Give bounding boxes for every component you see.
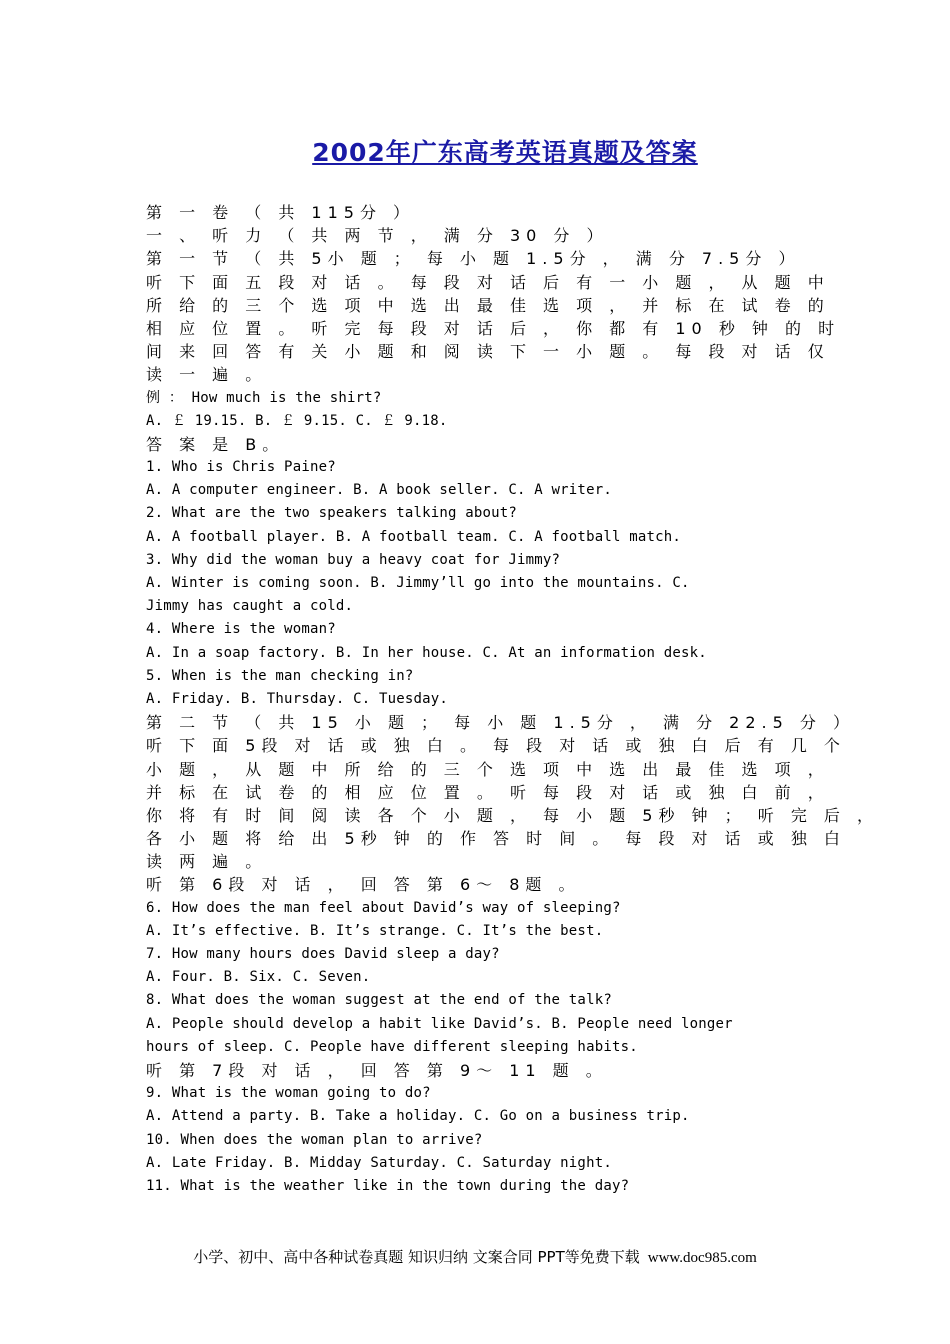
text-line: A. A football player. B. A football team. C. A football match. (146, 528, 681, 545)
text-line: 4. Where is the woman? (146, 621, 336, 638)
footer-url[interactable]: www.doc985.com (647, 1250, 757, 1266)
text-line: 2. What are the two speakers talking about? (146, 505, 518, 522)
text-line: A. Attend a party. B. Take a holiday. C. Go on a business trip. (146, 1108, 690, 1125)
text-line: 9. What is the woman going to do? (146, 1085, 431, 1102)
text-line: 并 标 在 试 卷 的 相 应 位 置 。 听 每 段 对 话 或 独 白 前 ， (146, 782, 830, 802)
text-line: hours of sleep. C. People have different sleeping habits. (146, 1038, 638, 1055)
page-footer (0, 1246, 950, 1267)
text-line: A. Winter is coming soon. B. Jimmy’ll go into the mountains. C. (146, 575, 690, 591)
text-line: 第 一 卷 （ 共 115分 ） (146, 203, 416, 222)
document-body (146, 201, 879, 1198)
text-line: 各 小 题 将 给 出 5秒 钟 的 作 答 时 间 。 每 段 对 话 或 独 白 (146, 829, 846, 849)
text-line: 3. Why did the woman buy a heavy coat for Jimmy? (146, 551, 561, 568)
text-line: 你 将 有 时 间 阅 读 各 个 小 题 ， 每 小 题 5秒 钟 ； 听 完 后 ， (146, 805, 879, 825)
text-line: 小 题 ， 从 题 中 所 给 的 三 个 选 项 中 选 出 最 佳 选 项 ， (146, 759, 830, 779)
text-line: 第 一 节 （ 共 5小 题 ； 每 小 题 1.5分 ， 满 分 7.5分 ） (146, 249, 801, 269)
text-line: A. Friday. B. Thursday. C. Tuesday. (146, 690, 449, 707)
text-line: 1. Who is Chris Paine? (146, 459, 336, 476)
text-line: 5. When is the man checking in? (146, 667, 414, 684)
text-line: 第 二 节 （ 共 15 小 题 ； 每 小 题 1.5分 ， 满 分 22.5 分 ） (146, 713, 855, 733)
footer-text: 小学、初中、高中各种试卷真题 知识归纳 文案合同 PPT等免费下载 (193, 1248, 640, 1266)
text-line: 间 来 回 答 有 关 小 题 和 阅 读 下 一 小 题 。 每 段 对 话 仅 (146, 342, 830, 362)
text-line: 10. When does the woman plan to arrive? (146, 1131, 483, 1148)
text-line: 11. What is the weather like in the town during the day? (146, 1177, 630, 1194)
text-line: Jimmy has caught a cold. (146, 598, 354, 615)
text-line: 答 案 是 B。 (146, 434, 285, 454)
text-line: 听 第 7段 对 话 ， 回 答 第 9～ 11 题 。 (146, 1060, 608, 1080)
text-line: 例 ： How much is the shirt? (146, 389, 382, 406)
text-line: A. Four. B. Six. C. Seven. (146, 969, 371, 986)
text-line: A. A computer engineer. B. A book seller. C. A writer. (146, 482, 612, 499)
text-line: 听 第 6段 对 话 ， 回 答 第 6～ 8题 。 (146, 875, 581, 895)
text-line: 8. What does the woman suggest at the end of the talk? (146, 992, 612, 1009)
text-line: A. People should develop a habit like David’s. B. People need longer (146, 1015, 733, 1032)
page-title: 2002年广东高考英语真题及答案 (312, 138, 698, 167)
text-line: A. ￡ 19.15. B. ￡ 9.15. C. ￡ 9.18. (146, 412, 448, 429)
text-line: 听 下 面 5段 对 话 或 独 白 。 每 段 对 话 或 独 白 后 有 几 个 (146, 736, 846, 756)
text-line: 6. How does the man feel about David’s way of sleeping? (146, 899, 621, 916)
text-line: 7. How many hours does David sleep a day? (146, 946, 500, 962)
text-line: 读 一 遍 。 (146, 365, 268, 385)
text-line: 一 、 听 力 （ 共 两 节 ， 满 分 30 分 ） (146, 226, 609, 246)
text-line: A. Late Friday. B. Midday Saturday. C. Saturday night. (146, 1154, 612, 1171)
text-line: A. In a soap factory. B. In her house. C. At an information desk. (146, 644, 707, 661)
text-line: 读 两 遍 。 (146, 852, 268, 872)
text-line: 听 下 面 五 段 对 话 。 每 段 对 话 后 有 一 小 题 ， 从 题 中 (146, 272, 830, 292)
text-line: A. It’s effective. B. It’s strange. C. It’s the best. (146, 922, 604, 939)
text-line: 相 应 位 置 。 听 完 每 段 对 话 后 ， 你 都 有 10 秒 钟 的 时 (146, 318, 841, 338)
text-line: 所 给 的 三 个 选 项 中 选 出 最 佳 选 项 ， 并 标 在 试 卷 的 (146, 295, 830, 315)
